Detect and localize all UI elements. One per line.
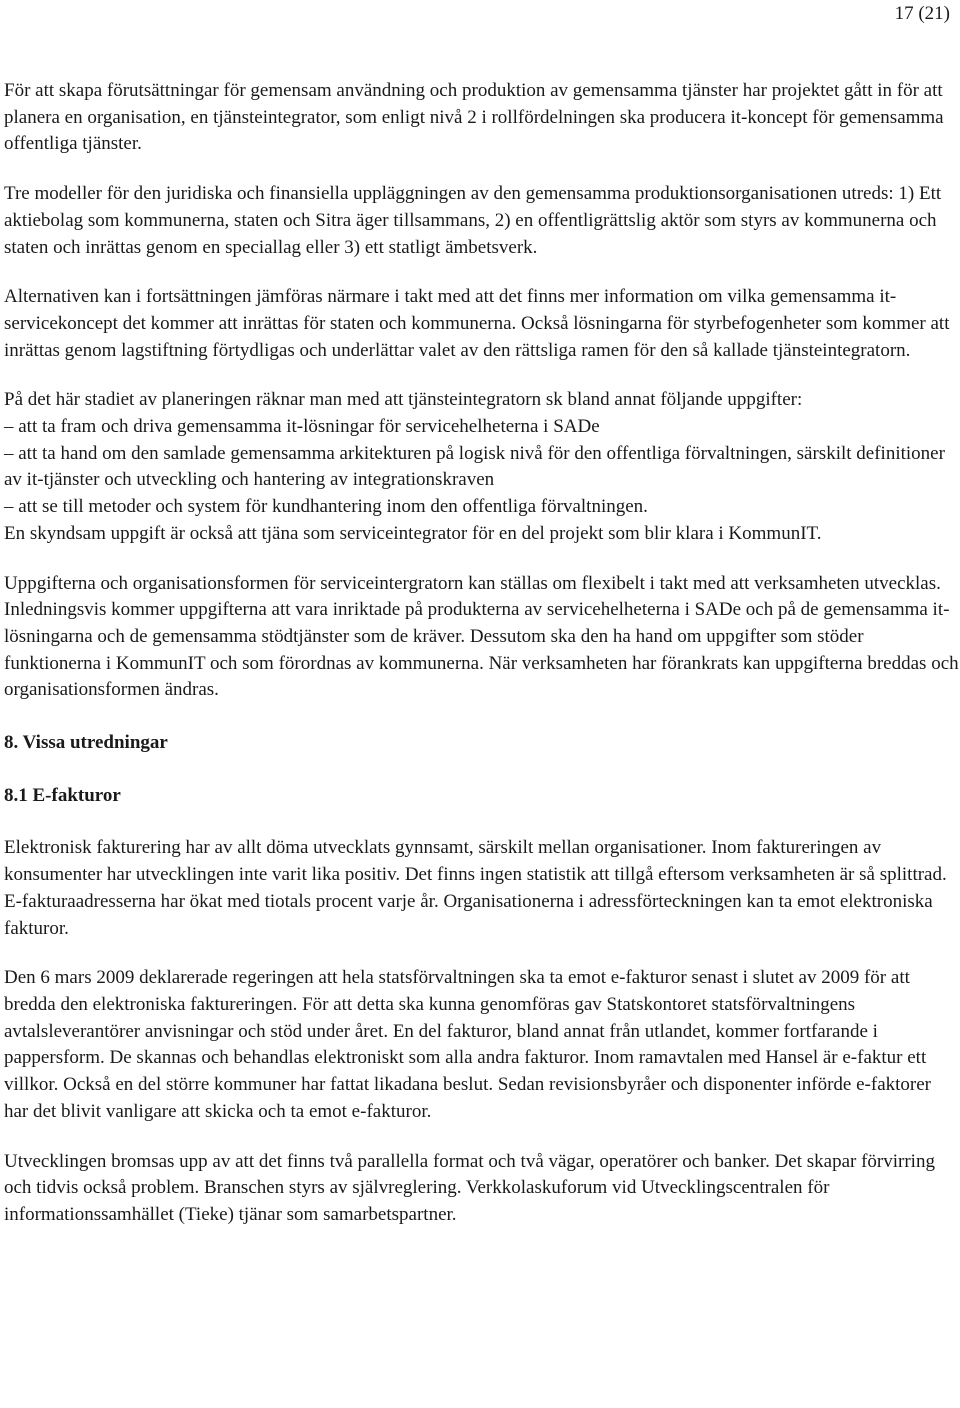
paragraph-uppgifterna: Uppgifterna och organisationsformen för serviceintergratorn kan ställas om flexibelt i takt med att verksamheten utvecklas. Inledningsvis kommer uppgifterna att vara inriktade på produkterna av servicehelheterna i SADe och på de gemensamma it-lösningarna och de gemensamma stödtjänster som de kräver. Dessutom ska den ha hand om uppgifter som stöder funktionerna i KommunIT och som förordnas av kommunerna. När verksamheten har förankrats kan uppgifterna breddas och organisationsformen ändras.	[4, 572, 959, 701]
page-number: 17 (21)	[894, 3, 950, 24]
paragraph-kommunit: En skyndsam uppgift är också att tjäna som serviceintegrator för en del projekt som blir klara i KommunIT.	[4, 522, 822, 544]
paragraph-planeringen-intro: På det här stadiet av planeringen räknar man med att tjänsteintegratorn sk bland annat följande uppgifter:	[4, 389, 803, 411]
paragraph-regeringen: Den 6 mars 2009 deklarerade regeringen att hela statsförvaltningen ska ta emot e-fakturor senast i slutet av 2009 för att bredda den elektroniska faktureringen. För att detta ska kunna genomföras gav Statskontoret statsförvaltningens avtalsleverantörer anvisningar och stöd under året. En del fakturor, bland annat från utlandet, kommer fortfarande i pappersform. De skannas och behandlas elektroniskt som alla andra fakturor. Inom ramavtalen med Hansel är e-faktur ett villkor. Också en del större kommuner har fattat likadana beslut. Sedan revisionsbyråer och disponenter införde e-faktorer har det blivit vanligare att skicka och ta emot e-fakturor.	[4, 967, 931, 1122]
section-heading: 8. Vissa utredningar	[4, 732, 168, 754]
paragraph-utvecklingen: Utvecklingen bromsas upp av att det finns två parallella format och två vägar, operatörer och banker. Det skapar förvirring och tidvis också problem. Branschen styrs av självreglering. Verkkolaskuforum vid Utvecklingscentralen för informationssamhället (Tieke) tjänar som samarbetspartner.	[4, 1150, 935, 1225]
subsection-heading: 8.1 E-fakturor	[4, 784, 121, 806]
paragraph-tjansteintegrator: För att skapa förutsättningar för gemensam användning och produktion av gemensamma tjänster har projektet gått in för att planera en organisation, en tjänsteintegrator, som enligt nivå 2 i rollfördelningen ska producera it-koncept för gemensamma offentliga tjänster.	[4, 80, 944, 155]
document-body	[4, 78, 959, 1229]
list-item: – att se till metoder och system för kundhantering inom den offentliga förvaltningen.	[4, 496, 648, 518]
list-item: – att ta fram och driva gemensamma it-lösningar för servicehelheterna i SADe	[4, 416, 600, 438]
paragraph-elektronisk-fakturering: Elektronisk fakturering har av allt döma utvecklats gynnsamt, särskilt mellan organisationer. Inom faktureringen av konsumenter har utvecklingen inte varit lika positiv. Det finns ingen statistik att tillgå eftersom verksamheten är så splittrad. E-fakturaadresserna har ökat med tiotals procent varje år. Organisationerna i adressförteckningen kan ta emot elektroniska fakturor.	[4, 837, 947, 939]
list-item: – att ta hand om den samlade gemensamma arkitekturen på logisk nivå för den offentliga förvaltningen, särskilt definitioner av it-tjänster och utveckling och hantering av integrationskraven	[4, 442, 945, 491]
paragraph-tre-modeller: Tre modeller för den juridiska och finansiella uppläggningen av den gemensamma produktionsorganisationen utreds: 1) Ett aktiebolag som kommunerna, staten och Sitra äger tillsammans, 2) en offentligrättslig aktör som styrs av kommunerna och staten och inrättas genom en speciallag eller 3) ett statligt ämbetsverk.	[4, 183, 942, 258]
paragraph-alternativen: Alternativen kan i fortsättningen jämföras närmare i takt med att det finns mer information om vilka gemensamma it-servicekoncept det kommer att inrättas för staten och kommunerna. Också lösningarna för styrbefogenheter som kommer att inrättas genom lagstiftning förtydligas och underlättar valet av den rättsliga ramen för den så kallade tjänsteintegratorn.	[4, 286, 950, 361]
